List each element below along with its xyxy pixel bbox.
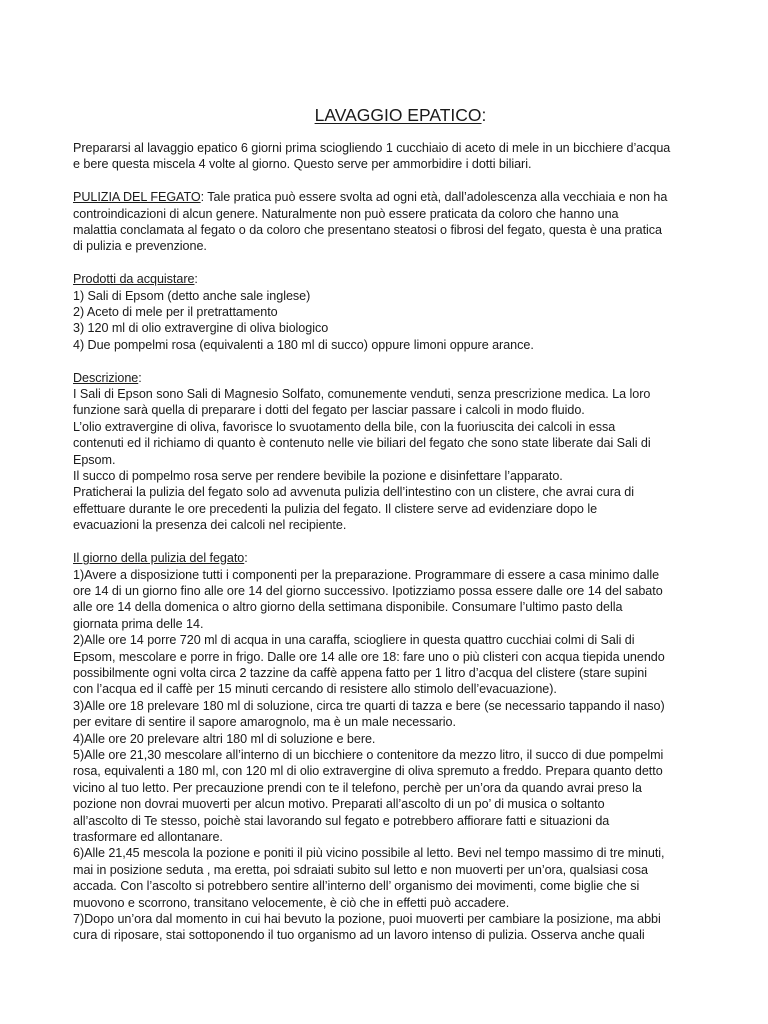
prodotti-item: 2) Aceto di mele per il pretrattamento <box>73 305 278 320</box>
giorno-line: giornata prima delle 14. <box>73 616 204 631</box>
giorno-line: 7)Dopo un’ora dal momento in cui hai bevuto la pozione, puoi muoverti per cambiare la posizione, ma abbi <box>73 912 661 927</box>
giorno-line: accada. Con l’ascolto si potrebbero sentire all’interno dell’ organismo dei movimenti, come biglie che si <box>73 879 640 894</box>
pulizia-line: malattia conclamata al fegato o da coloro che presentano steatosi o fibrosi del fegato, questa è una pratica <box>73 223 662 238</box>
giorno-line: 1)Avere a disposizione tutti i componenti per la preparazione. Programmare di essere a casa minimo dalle <box>73 567 660 582</box>
giorno-line: pozione non dovrai muoverti per alcun motivo. Preparati all’ascolto di un po’ di musica o soltanto <box>73 797 605 812</box>
title-text: LAVAGGIO EPATICO <box>314 105 482 125</box>
giorno-line: 4)Alle ore 20 prelevare altri 180 ml di soluzione e bere. <box>73 731 376 746</box>
giorno-line: 5)Alle ore 21,30 mescolare all’interno di un bicchiere o contenitore da mezzo litro, il succo di due pompelmi <box>73 747 664 762</box>
giorno-line: cura di riposare, stai sottoponendo il tuo organismo ad un lavoro intenso di pulizia. Osserva anche quali <box>73 928 645 943</box>
descrizione-heading: Descrizione <box>73 370 139 385</box>
descrizione-line: funzione sarà quella di preparare i dotti del fegato per lasciar passare i calcoli in modo fluido. <box>73 403 585 418</box>
document-body <box>73 140 728 944</box>
giorno-line: trasformare ed allontanare. <box>73 830 223 844</box>
prodotti-item: 3) 120 ml di olio extravergine di oliva biologico <box>73 321 329 336</box>
giorno-line: 2)Alle ore 14 porre 720 ml di acqua in una caraffa, sciogliere in questa quattro cucchiai colmi di Sali di <box>73 633 635 648</box>
giorno-line: all’ascolto di Te stesso, poichè stai lavorando sul fegato e potrebbero affiorare fatti e situazioni da <box>73 813 610 828</box>
intro-line: Prepararsi al lavaggio epatico 6 giorni prima sciogliendo 1 cucchiaio di aceto di mele in un bicchiere d’acqua <box>73 141 671 155</box>
giorno-line: 6)Alle 21,45 mescola la pozione e poniti il più vicino possibile al letto. Bevi nel tempo massimo di tre minuti, <box>73 846 665 861</box>
pulizia-first-text: : Tale pratica può essere svolta ad ogni età, dall’adolescenza alla vecchiaia e non ha <box>200 190 668 205</box>
giorno-line: vicino al tuo letto. Per precauzione prendi con te il telefono, perchè per un’ora da quando avrai preso la <box>73 780 642 795</box>
descrizione-line: Il succo di pompelmo rosa serve per rendere bevibile la pozione e disinfettare l’apparato. <box>73 469 563 484</box>
giorno-line: mai in posizione seduta , ma eretta, poi sdraiati subito sul letto e non muoverti per un’ora, qualsiasi cosa <box>73 862 648 877</box>
title-colon: : <box>481 105 487 125</box>
giorno-colon: : <box>244 551 248 566</box>
descrizione-line: Epsom. <box>73 452 116 467</box>
giorno-line: ore 14 di un giorno fino alle ore 14 del giorno successivo. Ipotizziamo possa essere dalle ore 14 del sabato <box>73 583 663 598</box>
pulizia-line: controindicazioni di alcun genere. Naturalmente non può essere praticata da coloro che hanno una <box>73 206 619 221</box>
pulizia-first-line <box>73 189 728 205</box>
intro-line: e bere questa miscela 4 volte al giorno. Questo serve per ammorbidire i dotti biliari. <box>73 157 532 172</box>
descrizione-line: I Sali di Epson sono Sali di Magnesio Solfato, comunemente venduti, senza prescrizione medica. La loro <box>73 387 651 402</box>
descrizione-line: evacuazioni la presenza dei calcoli nel recipiente. <box>73 518 347 533</box>
giorno-heading: Il giorno della pulizia del fegato <box>73 551 245 566</box>
descrizione-line: L’olio extravergine di oliva, favorisce lo svuotamento della bile, con la fuoriuscita dei calcoli in essa <box>73 419 616 434</box>
giorno-heading-line <box>73 550 728 566</box>
prodotti-item: 1) Sali di Epsom (detto anche sale inglese) <box>73 288 311 303</box>
descrizione-heading-line <box>73 370 728 386</box>
prodotti-heading-line <box>73 271 728 287</box>
giorno-line: muovono e scorrono, transitano velocemente, è ciò che in effetti può accadere. <box>73 895 510 910</box>
giorno-line: rosa, equivalenti a 180 ml, con 120 ml di olio extravergine di oliva spremuto a freddo. Prepara quanto detto <box>73 764 663 779</box>
descrizione-line: Praticherai la pulizia del fegato solo ad avvenuta pulizia dell’intestino con un clistere, che avrai cura di <box>73 485 634 500</box>
pulizia-heading: PULIZIA DEL FEGATO <box>73 190 201 205</box>
giorno-line: 3)Alle ore 18 prelevare 180 ml di soluzione, circa tre quarti di tazza e bere (se necessario tappando il naso) <box>73 698 665 713</box>
giorno-line: Epsom, mescolare e porre in frigo. Dalle ore 14 alle ore 18: fare uno o più clisteri con acqua tiepida unendo <box>73 649 665 664</box>
prodotti-heading: Prodotti da acquistare <box>73 272 195 287</box>
giorno-line: alle ore 14 della domenica o altro giorno della settimana disponibile. Consumare l’ultimo pasto della <box>73 600 623 615</box>
prodotti-item: 4) Due pompelmi rosa (equivalenti a 180 ml di succo) oppure limoni oppure arance. <box>73 337 534 352</box>
giorno-line: con l’acqua ed il caffè per 15 minuti cercando di resistere allo stimolo dell’evacuazione). <box>73 682 557 697</box>
descrizione-line: effettuare durante le ore precedenti la pulizia del fegato. Il clistere serve ad evidenziare dopo le <box>73 501 598 516</box>
prodotti-colon: : <box>194 272 198 287</box>
descrizione-colon: : <box>138 370 142 385</box>
descrizione-line: contenuti ed il richiamo di quanto è contenuto nelle vie biliari del fegato che sono state liberate dai Sali di <box>73 436 651 451</box>
giorno-line: per evitare di sentire il sapore amarognolo, ma è un male necessario. <box>73 715 456 730</box>
giorno-line: possibilmente ogni volta circa 2 tazzine da caffè appena fatto per 1 litro d’acqua del clistere (stare supini <box>73 665 647 680</box>
document-title <box>73 104 728 126</box>
pulizia-line: di pulizia e prevenzione. <box>73 239 207 254</box>
